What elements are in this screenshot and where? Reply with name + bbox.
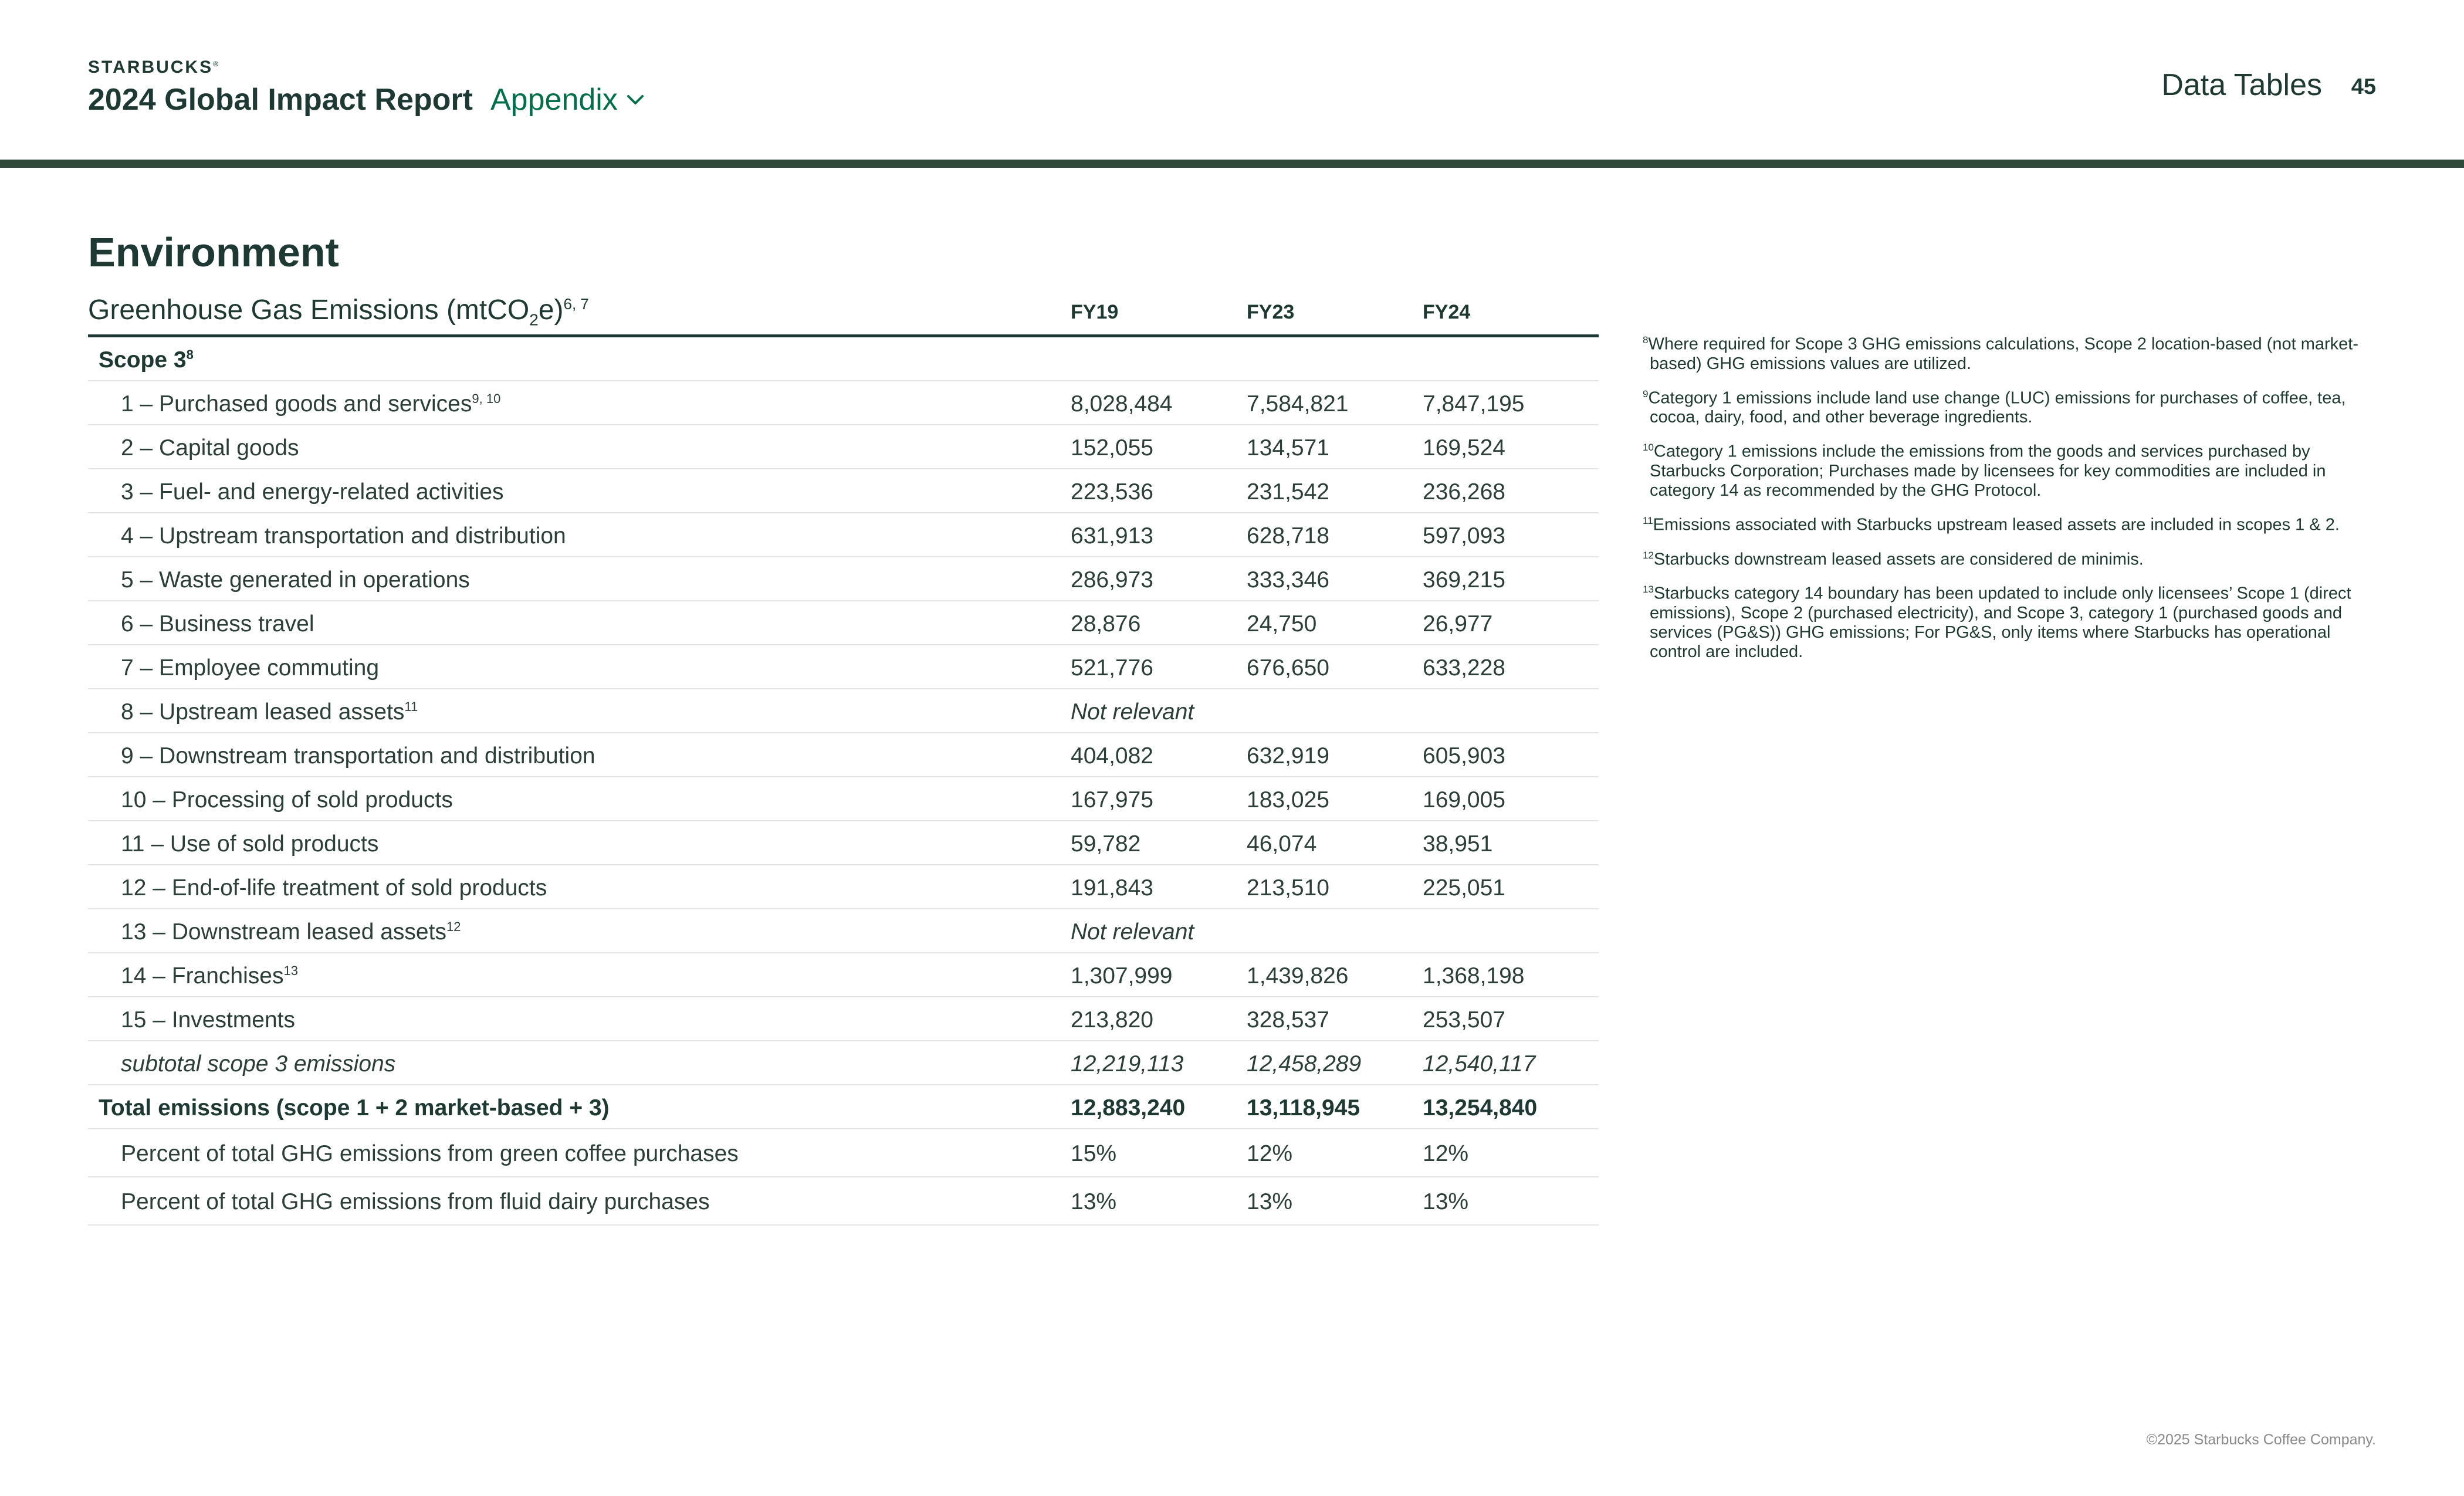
- row-label: Total emissions (scope 1 + 2 market-based + 3): [99, 1095, 610, 1121]
- chevron-down-icon: [624, 88, 647, 111]
- cell-fy24: 7,847,195: [1423, 391, 1525, 417]
- table-header: [88, 293, 1599, 337]
- cell-fy24: 12,540,117: [1423, 1051, 1536, 1077]
- row-label: 13 – Downstream leased assets$^{12}$: [121, 919, 461, 945]
- footnote: $^{11}$Emissions associated with Starbucks upstream leased assets are included in scopes 1 & 2.: [1643, 515, 2340, 534]
- brand-registered-mark: ®: [213, 60, 218, 68]
- cell-fy23: 12,458,289: [1247, 1051, 1362, 1077]
- row-label: 6 – Business travel: [121, 611, 314, 637]
- section-label: Data Tables: [2161, 68, 2322, 102]
- row-label: 12 – End-of-life treatment of sold products: [121, 875, 547, 901]
- table-row: [88, 997, 1599, 1041]
- cell-fy23: 231,542: [1247, 479, 1329, 505]
- table-row: [88, 381, 1599, 425]
- cell-fy24: 12%: [1423, 1141, 1469, 1166]
- ghg-emissions-table: [88, 293, 1599, 1226]
- cell-fy24: 225,051: [1423, 875, 1505, 901]
- cell-fy23: 628,718: [1247, 523, 1329, 549]
- row-label: 9 – Downstream transportation and distribution: [121, 743, 595, 769]
- footnote: $^{10}$Category 1 emissions include the emissions from the goods and services purchased by Starbucks Corporation; Purchases made by licensees for key commodities are included in category 14 as recommended by the GHG Protocol.: [1643, 442, 2326, 500]
- row-label: 4 – Upstream transportation and distribution: [121, 523, 566, 549]
- row-label: 11 – Use of sold products: [121, 831, 379, 857]
- cell-fy24: 26,977: [1423, 611, 1493, 637]
- cell-fy23: 1,439,826: [1247, 963, 1349, 989]
- cell-fy24: 169,005: [1423, 787, 1505, 813]
- cell-fy23: 7,584,821: [1247, 391, 1349, 417]
- table-title: Greenhouse Gas Emissions (mtCO$_2$e)$^{6, 7}$: [88, 295, 589, 329]
- cell-fy23: 13%: [1247, 1189, 1293, 1214]
- cell-fy23: 183,025: [1247, 787, 1329, 813]
- cell-fy19: Not relevant: [1071, 699, 1194, 725]
- row-label: Percent of total GHG emissions from fluid dairy purchases: [121, 1189, 710, 1214]
- scope3-label: Scope $3^8$: [99, 347, 194, 373]
- cell-fy24: 605,903: [1423, 743, 1505, 769]
- table-row: [88, 425, 1599, 469]
- scope3-heading-row: [88, 337, 1599, 381]
- report-title: 2024 Global Impact Report: [88, 83, 473, 117]
- table-row: [88, 1129, 1599, 1177]
- footnote: $^{12}$Starbucks downstream leased assets are considered de minimis.: [1643, 549, 2144, 569]
- table-row: [88, 909, 1599, 953]
- cell-fy19: 521,776: [1071, 655, 1153, 681]
- row-label: 10 – Processing of sold products: [121, 787, 453, 813]
- row-label: 3 – Fuel- and energy-related activities: [121, 479, 504, 505]
- cell-fy19: 223,536: [1071, 479, 1153, 505]
- page-number: 45: [2351, 75, 2376, 99]
- cell-fy23: 46,074: [1247, 831, 1317, 857]
- footnote: $^9$Category 1 emissions include land use change (LUC) emissions for purchases of coffee, tea, cocoa, dairy, food, and other beverage ingredients.: [1643, 388, 2346, 427]
- cell-fy23: 24,750: [1247, 611, 1317, 637]
- footnote: $^8$Where required for Scope 3 GHG emissions calculations, Scope 2 location-based (not market-based) GHG emissions values are utilized.: [1643, 334, 2358, 373]
- cell-fy24: 633,228: [1423, 655, 1505, 681]
- table-row: [88, 865, 1599, 909]
- cell-fy24: 253,507: [1423, 1007, 1505, 1033]
- appendix-label: Appendix: [490, 83, 618, 117]
- header-divider: [0, 160, 2464, 168]
- row-label: Percent of total GHG emissions from green coffee purchases: [121, 1141, 739, 1166]
- cell-fy23: 12%: [1247, 1141, 1293, 1166]
- table-row: [88, 513, 1599, 557]
- cell-fy19: 404,082: [1071, 743, 1153, 769]
- cell-fy24: 38,951: [1423, 831, 1493, 857]
- cell-fy24: 13%: [1423, 1189, 1469, 1214]
- cell-fy23: 13,118,945: [1247, 1095, 1360, 1121]
- total-row: [88, 1085, 1599, 1129]
- footnotes: [1643, 330, 2382, 672]
- cell-fy23: 213,510: [1247, 875, 1329, 901]
- table-row: [88, 601, 1599, 645]
- cell-fy19: 8,028,484: [1071, 391, 1173, 417]
- subtotal-row: [88, 1041, 1599, 1085]
- cell-fy23: 134,571: [1247, 435, 1329, 461]
- table-row: [88, 777, 1599, 821]
- cell-fy19: 59,782: [1071, 831, 1141, 857]
- table-row: [88, 821, 1599, 865]
- cell-fy24: 597,093: [1423, 523, 1505, 549]
- cell-fy19: 15%: [1071, 1141, 1117, 1166]
- cell-fy19: 286,973: [1071, 567, 1153, 593]
- cell-fy24: 369,215: [1423, 567, 1505, 593]
- table-row: [88, 953, 1599, 997]
- appendix-dropdown[interactable]: [490, 82, 647, 117]
- cell-fy19: 167,975: [1071, 787, 1153, 813]
- column-header-fy24: FY24: [1423, 301, 1471, 323]
- cell-fy19: Not relevant: [1071, 919, 1194, 945]
- table-row: [88, 1177, 1599, 1226]
- table-row: [88, 733, 1599, 777]
- page-header: [0, 0, 2464, 170]
- cell-fy19: 13%: [1071, 1189, 1117, 1214]
- table-row: [88, 689, 1599, 733]
- cell-fy19: 28,876: [1071, 611, 1141, 637]
- cell-fy19: 1,307,999: [1071, 963, 1173, 989]
- table-row: [88, 469, 1599, 513]
- cell-fy19: 631,913: [1071, 523, 1153, 549]
- row-label: 2 – Capital goods: [121, 435, 299, 461]
- row-label: 15 – Investments: [121, 1007, 295, 1033]
- table-row: [88, 645, 1599, 689]
- row-label: 14 – Franchises$^{13}$: [121, 963, 298, 989]
- footnote: $^{13}$Starbucks category 14 boundary has been updated to include only licensees’ Scope 1 (direct emissions), Scope 2 (purchased electricity), and Scope 3, category 1 (purchased goods and services (PG&S)) GHG emissions; For PG&S, only items where Starbucks has operational control are included.: [1643, 584, 2351, 661]
- section-title: Environment: [88, 229, 339, 275]
- column-header-fy23: FY23: [1247, 301, 1295, 323]
- copyright: ©2025 Starbucks Coffee Company.: [2146, 1431, 2376, 1448]
- cell-fy23: 676,650: [1247, 655, 1329, 681]
- cell-fy23: 333,346: [1247, 567, 1329, 593]
- cell-fy19: 12,883,240: [1071, 1095, 1186, 1121]
- cell-fy24: 13,254,840: [1423, 1095, 1538, 1121]
- cell-fy24: 1,368,198: [1423, 963, 1525, 989]
- column-header-fy19: FY19: [1071, 301, 1119, 323]
- row-label: 7 – Employee commuting: [121, 655, 380, 681]
- row-label: 8 – Upstream leased assets$^{11}$: [121, 699, 418, 725]
- cell-fy23: 632,919: [1247, 743, 1329, 769]
- cell-fy19: 191,843: [1071, 875, 1153, 901]
- row-label: subtotal scope 3 emissions: [121, 1051, 396, 1077]
- row-label: 5 – Waste generated in operations: [121, 567, 470, 593]
- cell-fy19: 152,055: [1071, 435, 1153, 461]
- cell-fy23: 328,537: [1247, 1007, 1329, 1033]
- cell-fy24: 236,268: [1423, 479, 1505, 505]
- brand-wordmark: STARBUCKS®: [88, 57, 218, 77]
- cell-fy24: 169,524: [1423, 435, 1505, 461]
- row-label: 1 – Purchased goods and services$^{9, 10}$: [121, 391, 501, 417]
- cell-fy19: 213,820: [1071, 1007, 1153, 1033]
- cell-fy19: 12,219,113: [1071, 1051, 1184, 1077]
- table-row: [88, 557, 1599, 601]
